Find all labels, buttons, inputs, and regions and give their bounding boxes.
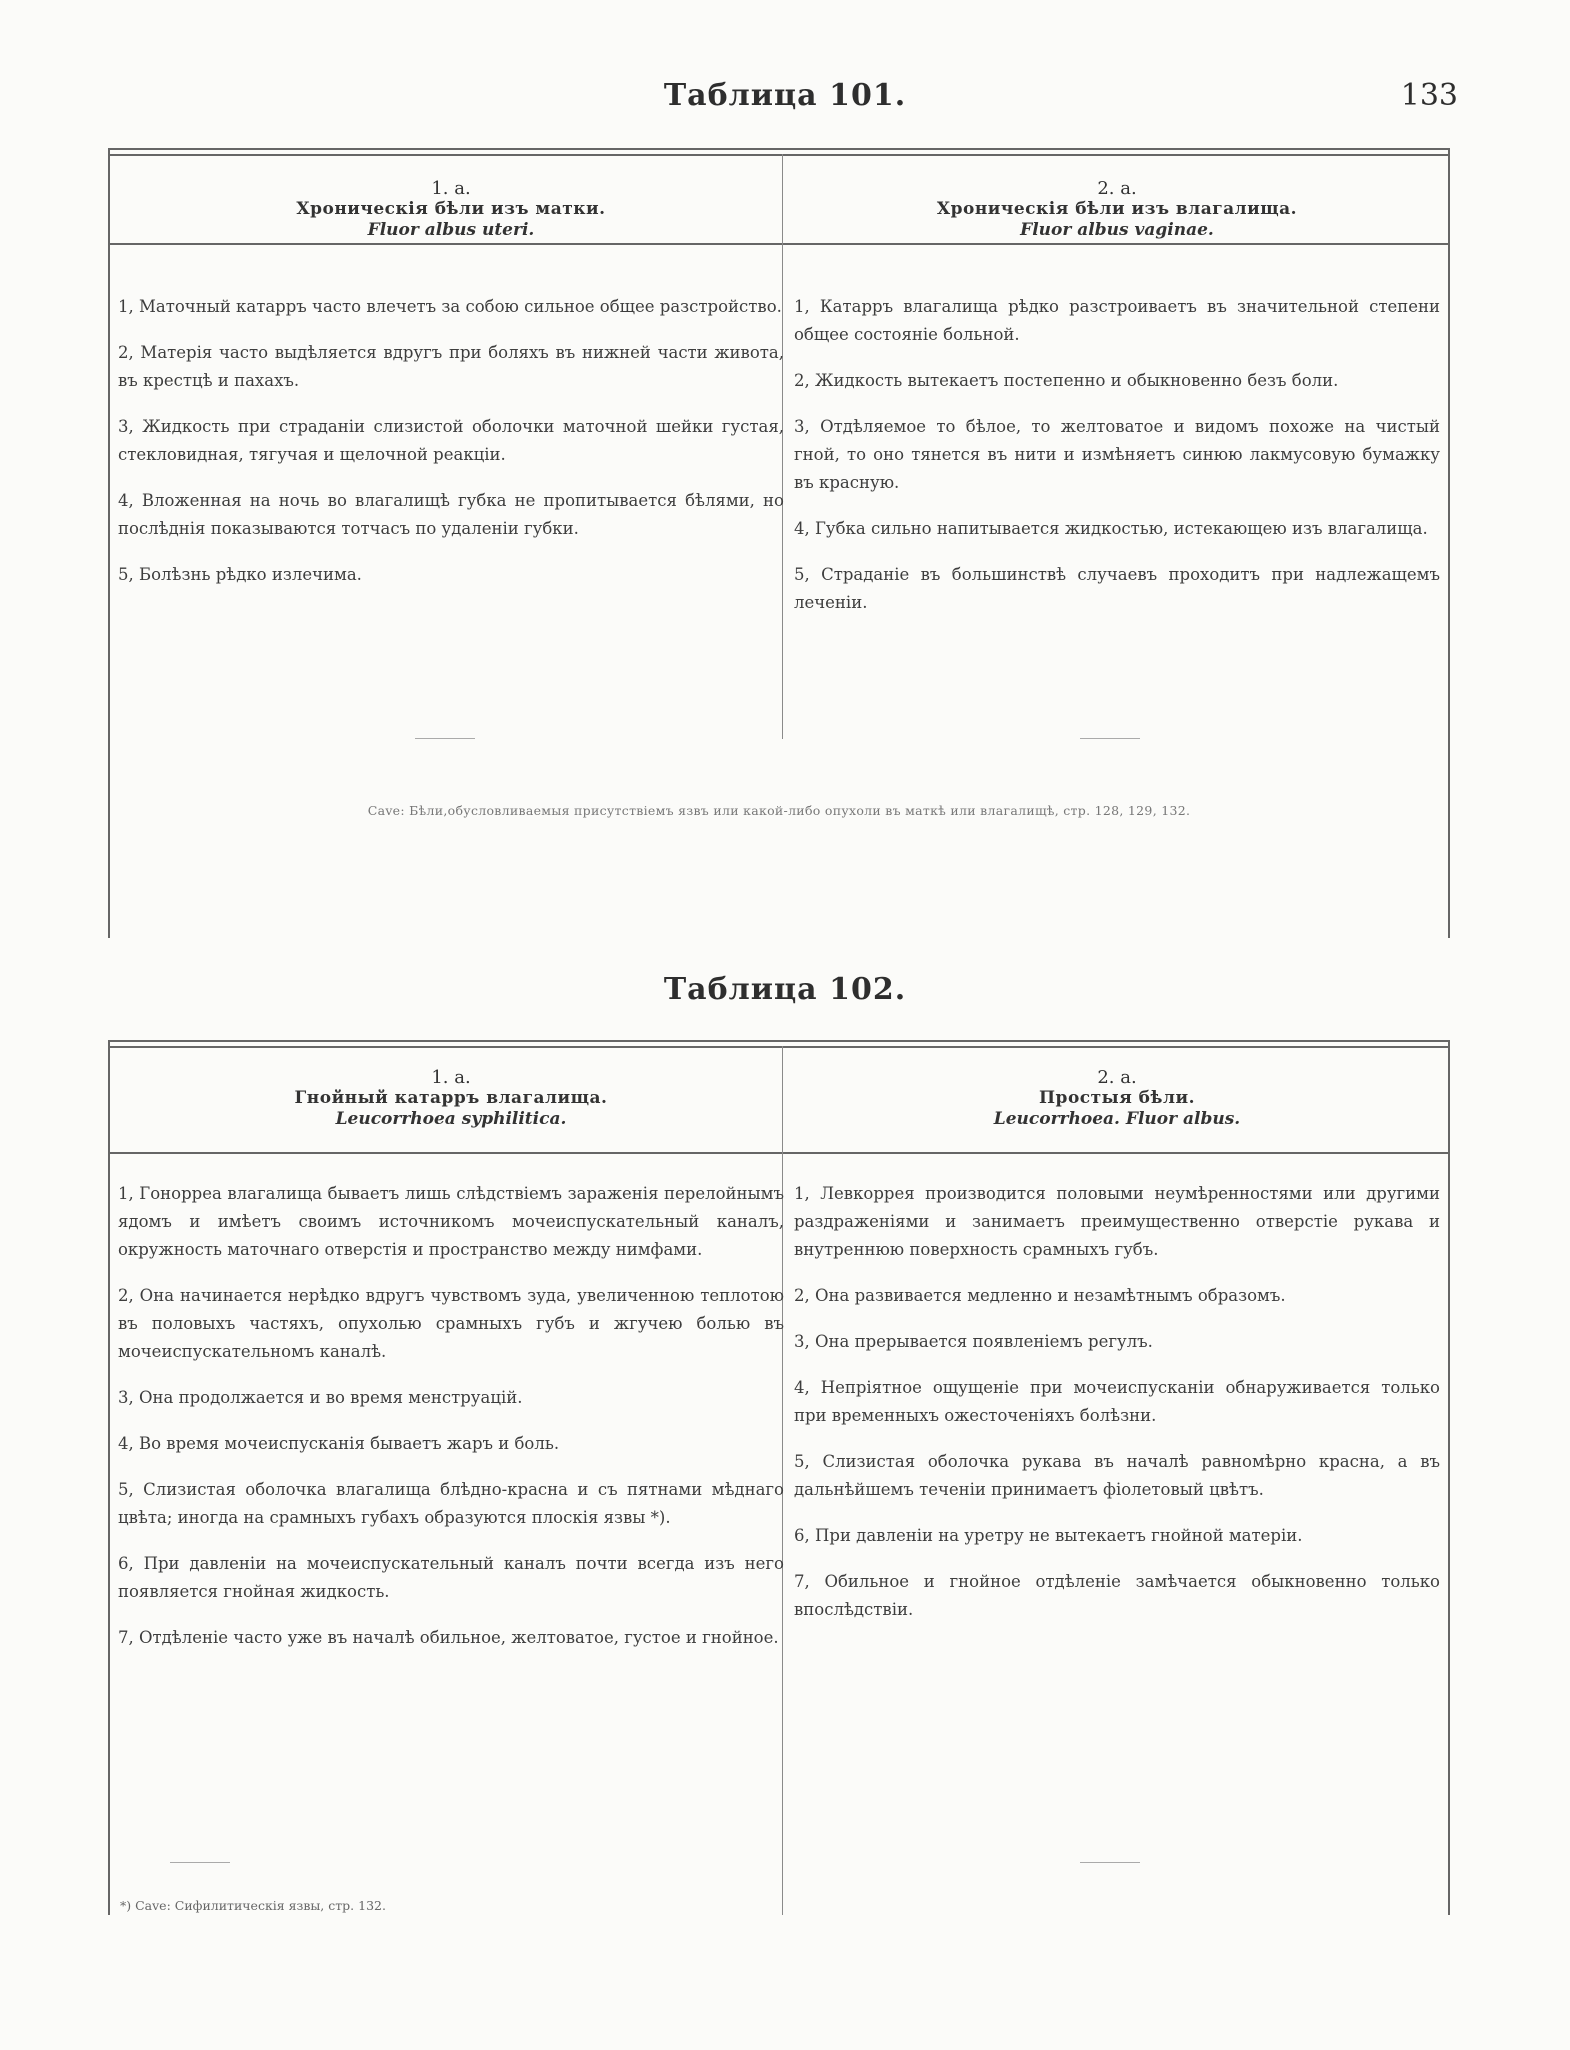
list-item: 3, Она прерывается появленіемъ регулъ.: [794, 1332, 1153, 1351]
header-latin: Fluor albus vaginae.: [1020, 220, 1214, 240]
table-102: [108, 1040, 1450, 1915]
list-item: 6, При давленіи на уретру не вытекаетъ гнойной матеріи.: [794, 1526, 1303, 1545]
page-number: 133: [1400, 78, 1458, 113]
list-item: 5, Слизистая оболочка рукава въ началѣ равномѣрно красна, а въ дальнѣйшемъ теченіи принимаетъ фіолетовый цвѣтъ.: [794, 1452, 1440, 1499]
header-number: 1. а.: [431, 1067, 471, 1088]
list-item: 7, Отдѣленіе часто уже въ началѣ обильное, желтоватое, густое и гнойное.: [118, 1628, 779, 1647]
table-101-left-column: [118, 293, 790, 607]
table-101: [108, 148, 1450, 938]
list-item: 2, Она начинается нерѣдко вдругъ чувствомъ зуда, увеличенною теплотою въ половыхъ частяхъ, опухолью срамныхъ губъ и жгучею болью въ мочеиспускательномъ каналѣ.: [118, 1286, 784, 1361]
header-latin: Leucorrhoea syphilitica.: [335, 1109, 567, 1129]
list-item: 1, Маточный катарръ часто влечетъ за собою сильное общее разстройство.: [118, 297, 782, 316]
table-102-right-header: [788, 1067, 1440, 1130]
list-item: 1, Катарръ влагалища рѣдко разстроиваетъ въ значительной степени общее состояніе больной.: [794, 297, 1440, 344]
list-item: 4, Во время мочеиспусканія бываетъ жаръ и боль.: [118, 1434, 560, 1453]
table-101-left-header: [118, 178, 790, 241]
table-101-right-column: [788, 293, 1440, 635]
list-item: 4, Непріятное ощущеніе при мочеиспусканіи обнаруживается только при временныхъ ожесточеніяхъ болѣзни.: [794, 1378, 1440, 1425]
list-item: 3, Жидкость при страданіи слизистой оболочки маточной шейки густая, стекловидная, тягучая и щелочной реакціи.: [118, 417, 784, 464]
header-name: Хроническія бѣли изъ влагалища.: [936, 199, 1298, 219]
header-latin: Leucorrhoea. Fluor albus.: [993, 1109, 1241, 1129]
table-102-title: Таблица 102.: [663, 972, 907, 1007]
list-item: 3, Она продолжается и во время менструацій.: [118, 1388, 523, 1407]
header-name: Простыя бѣли.: [1039, 1088, 1195, 1108]
cave-note: Cave: Бѣли,обусловливаемыя присутствіемъ язвъ или какой-либо опухоли въ маткѣ или влагалищѣ, стр. 128, 129, 132.: [367, 803, 1191, 818]
header-latin: Fluor albus uteri.: [367, 220, 535, 240]
table-101-right-header: [788, 178, 1440, 241]
list-item: 7, Обильное и гнойное отдѣленіе замѣчается обыкновенно только впослѣдствіи.: [794, 1572, 1440, 1619]
list-item: 2, Жидкость вытекаетъ постепенно и обыкновенно безъ боли.: [794, 371, 1339, 390]
table-102-left-column: [118, 1180, 790, 1670]
list-item: 1, Левкоррея производится половыми неумѣренностями или другими раздраженіями и занимаетъ преимущественно отверстіе рукава и внутреннюю поверхность срамныхъ губъ.: [794, 1184, 1440, 1259]
list-item: 6, При давленіи на мочеиспускательный каналъ почти всегда изъ него появляется гнойная жидкость.: [118, 1554, 784, 1601]
list-item: 5, Болѣзнь рѣдко излечима.: [118, 565, 362, 584]
header-name: Хроническія бѣли изъ матки.: [296, 199, 606, 219]
list-item: 4, Вложенная на ночь во влагалищѣ губка не пропитывается бѣлями, но послѣднія показываются тотчасъ по удаленіи губки.: [118, 491, 784, 538]
table-102-right-column: [788, 1180, 1440, 1642]
list-item: 4, Губка сильно напитывается жидкостью, истекающею изъ влагалища.: [794, 519, 1428, 538]
list-item: 2, Матерія часто выдѣляется вдругъ при боляхъ въ нижней части живота, въ крестцѣ и пахахъ.: [118, 343, 784, 390]
page-title: Таблица 101.: [663, 78, 907, 113]
list-item: 5, Слизистая оболочка влагалища блѣдно-красна и съ пятнами мѣднаго цвѣта; иногда на срамныхъ губахъ образуются плоскія язвы *).: [118, 1480, 784, 1527]
header-number: 2. а.: [1097, 1067, 1137, 1088]
header-name: Гнойный катарръ влагалища.: [294, 1088, 608, 1108]
table-102-left-header: [118, 1067, 790, 1130]
footnote: *) Cave: Сифилитическія язвы, стр. 132.: [120, 1898, 386, 1913]
header-number: 1. а.: [431, 178, 471, 199]
list-item: 1, Гонорреа влагалища бываетъ лишь слѣдствіемъ зараженія перелойнымъ ядомъ и имѣетъ своимъ источникомъ мочеиспускательный каналъ, окружность маточнаго отверстія и пространство между нимфами.: [118, 1184, 784, 1259]
list-item: 3, Отдѣляемое то бѣлое, то желтоватое и видомъ похоже на чистый гной, то оно тянется въ нити и измѣняетъ синюю лакмусовую бумажку въ красную.: [794, 417, 1440, 492]
list-item: 5, Страданіе въ большинствѣ случаевъ проходитъ при надлежащемъ леченіи.: [794, 565, 1440, 612]
list-item: 2, Она развивается медленно и незамѣтнымъ образомъ.: [794, 1286, 1286, 1305]
header-number: 2. а.: [1097, 178, 1137, 199]
